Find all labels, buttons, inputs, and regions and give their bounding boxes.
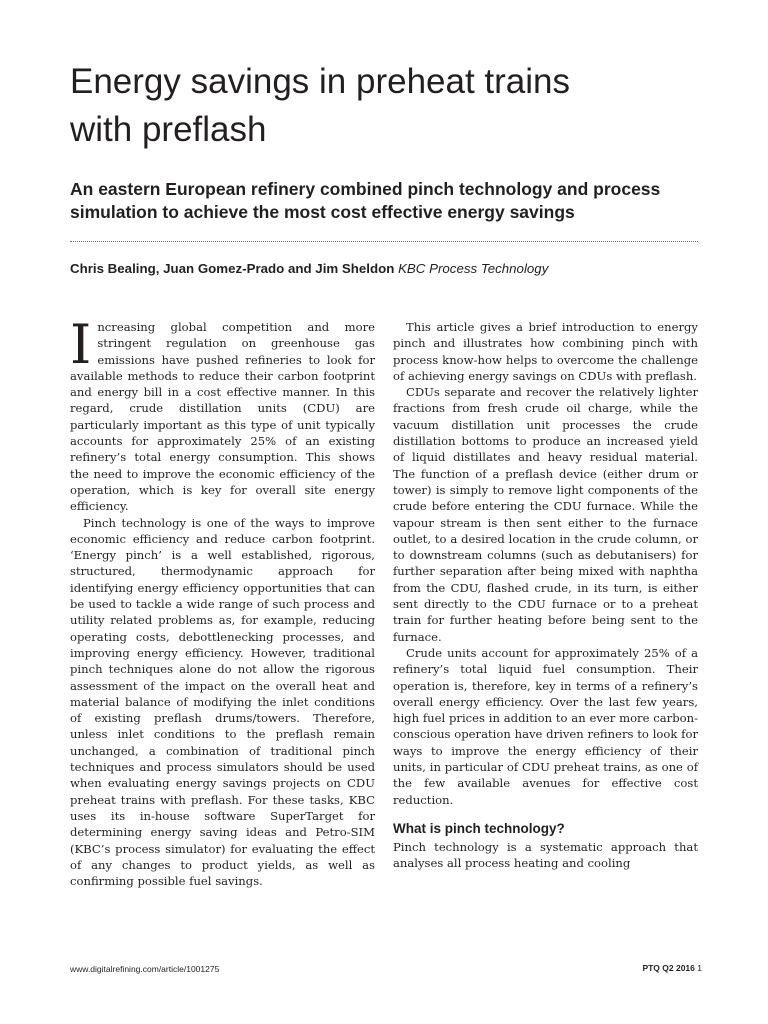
footer-issue: PTQ Q2 2016	[642, 963, 695, 973]
left-paragraph-1	[70, 313, 375, 515]
footer-issue-page	[642, 963, 702, 973]
title-line-1: Energy savings in preheat trains	[70, 62, 570, 101]
author-names: Chris Bealing, Juan Gomez-Prado and Jim Sheldon	[70, 261, 395, 276]
author-affiliation: KBC Process Technology	[398, 261, 549, 276]
left-column	[70, 313, 375, 889]
right-paragraph-2: CDUs separate and recover the relatively lighter fractions from fresh crude oil charge, while the vacuum distillation unit processes the crude distillation bottoms to produce an increased yield of liquid distillates and heavy residual material. The function of a preflash device (either drum or tower) is simply to remove light components of the crude before entering the CDU furnace. While the vapour stream is then sent either to the furnace outlet, to a desired location in the crude column, or to downstream columns (such as debutanisers) for further separation after being mixed with naphtha from the CDU, flashed crude, in its turn, is either sent directly to the CDU furnace or to a preheat train for further heating before being sent to the furnace.	[393, 385, 698, 644]
left-paragraph-2: Pinch technology is one of the ways to improve economic efficiency and reduce carbon footprint. ‘Energy pinch’ is a well established, rigorous, structured, thermodynamic approach for identifying energy efficiency opportunities that can be used to tackle a wide range of such process and utility related problems as, for example, reducing operating costs, debottlenecking processes, and improving energy efficiency. However, traditional pinch techniques alone do not allow the rigorous assessment of the impact on the overall heat and material balance of modifying the inlet conditions of existing preflash drums/towers. Therefore, unless inlet conditions to the preflash remain unchanged, a combination of traditional pinch techniques and process simulators should be used when evaluating energy savings projects on CDU preheat trains with preflash. For these tasks, KBC uses its in-house software SuperTarget for determining energy saving ideas and Petro-SIM (KBC’s process simulator) for evaluating the effect of any changes to product yields, as well as confirming possible fuel savings.	[70, 515, 375, 889]
dotted-divider	[70, 241, 698, 242]
title-line-2: with preflash	[70, 110, 267, 149]
left-paragraph-1-text: ncreasing global competition and more stringent regulation on greenhouse gas emissions have pushed refineries to look for available methods to reduce their carbon footprint and energy bill in a cost effective manner. In this regard, crude distillation units (CDU) are particularly important as this type of unit typically accounts for approximately 25% of an existing refinery’s total energy consumption. This shows the need to improve the economic efficiency of the operation, which is key for overall site energy efficiency.	[70, 320, 375, 514]
right-column	[393, 319, 698, 872]
right-paragraph-4: Pinch technology is a systematic approach that analyses all process heating and cooling	[393, 839, 698, 871]
page-number: 1	[697, 963, 702, 973]
section-heading: What is pinch technology?	[393, 820, 565, 836]
article-title	[70, 58, 710, 154]
footer-url[interactable]: www.digitalrefining.com/article/1001275	[70, 964, 220, 974]
drop-cap: I	[70, 313, 92, 376]
right-paragraph-3: Crude units account for approximately 25% of a refinery’s total liquid fuel consumption. Their operation is, therefore, key in terms of a refinery’s overall energy efficiency. Over the last few years, high fuel prices in addition to an ever more carbon-conscious operation have driven refiners to look for ways to improve the energy efficiency of their units, in particular of CDU preheat trains, as one of the few available avenues for effective cost reduction.	[393, 645, 698, 807]
right-paragraph-1: This article gives a brief introduction to energy pinch and illustrates how combining pinch with process know-how helps to overcome the challenge of achieving energy savings on CDUs with preflash.	[393, 320, 698, 383]
author-line	[70, 259, 710, 279]
article-subtitle: An eastern European refinery combined pinch technology and process simulation to achieve the most cost effective energy savings	[70, 179, 661, 222]
